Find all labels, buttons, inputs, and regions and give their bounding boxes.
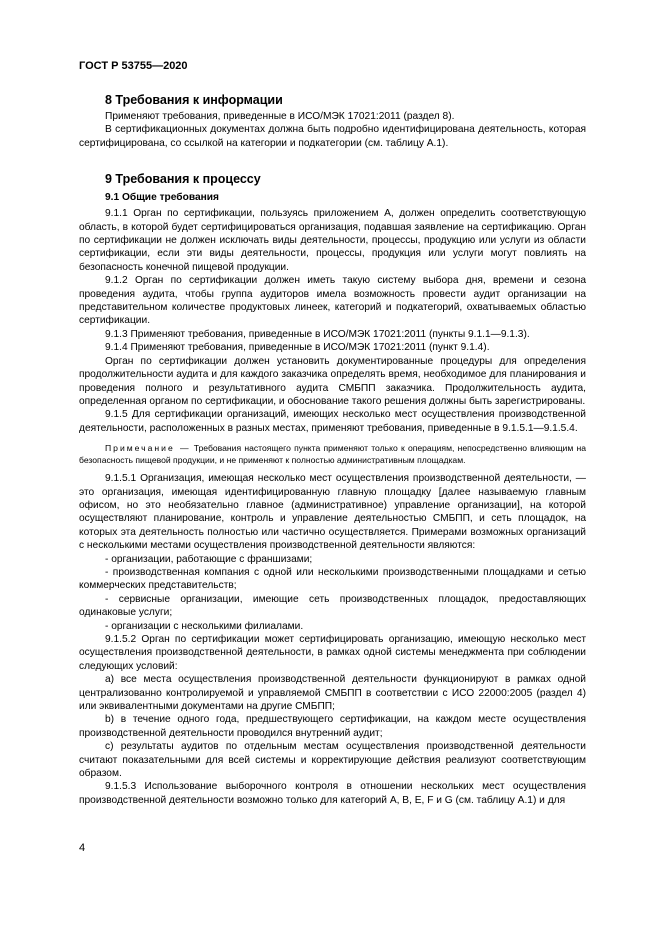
list-item: - организации, работающие с франшизами; xyxy=(105,553,313,565)
condition-c: c) результаты аудитов по отдельным местам осуществления производственной деятельности считают показательными для всей системы и корректирующие действия реализуют соответствующим образом. xyxy=(79,741,586,780)
subsection-9-1-title: 9.1 Общие требования xyxy=(105,192,219,204)
note xyxy=(79,442,586,466)
clause-9-1-5-2: 9.1.5.2 Орган по сертификации может сертифицировать организацию, имеющую несколько мест осуществления производственной деятельности, в рамках одной системы менеджмента при соблюдении следующих условий: xyxy=(79,634,586,672)
section-9-title: 9 Требования к процессу xyxy=(105,172,261,187)
clause-9-1-5: 9.1.5 Для сертификации организаций, имеющих несколько мест осуществления производственной деятельности, расположенных в разных местах, применяют требования, приведенные в 9.1.5.1—9.1.5.4. xyxy=(79,409,586,434)
list-item: - сервисные организации, имеющие сеть производственных площадок, предоставляющих одинаковые услуги; xyxy=(79,593,586,619)
condition-a: a) все места осуществления производственной деятельности функционируют в рамках одной централизованно контролируемой и управляемой СМБПП в соответствии с ИСО 22000:2005 (раздел 4) или эквивалентными документами на другие СМБПП; xyxy=(79,674,586,713)
document-code: ГОСТ Р 53755—2020 xyxy=(79,60,188,72)
clause-9-1-5-1: 9.1.5.1 Организация, имеющая несколько мест осуществления производственной деятельности, — это организация, имеющая идентифицированную главную площадку [далее называемую главным офисом, но это необязательно главное (административное) управление организации], на которой осуществляют планирование, контроль и управление деятельностью СМБПП, и сеть площадок, на которых эта деятельность полностью или частично осуществляется. Примерами возможных организаций с несколькими местами осуществления производственной деятельности являются: xyxy=(79,473,586,552)
section-8-paragraph-1: Применяют требования, приведенные в ИСО/МЭК 17021:2011 (раздел 8). xyxy=(105,111,455,122)
note-text: Требования настоящего пункта применяют только к операциям, непосредственно влияющим на безопасность пищевой продукции, и не применяют к полностью административным площадкам. xyxy=(79,443,586,466)
clause-9-1-2: 9.1.2 Орган по сертификации должен иметь такую систему выбора дня, времени и сезона проведения аудита, чтобы группа аудиторов имела возможность провести аудит организации на представительном количестве продуктовых линеек, категорий и подкатегорий, охватываемых областью сертификации. xyxy=(79,275,586,327)
clause-9-1-1: 9.1.1 Орган по сертификации, пользуясь приложением А, должен определить соответствующую область, в которой будет сертифицироваться организация, подавшая заявление на сертификацию. Орган по сертификации не должен исключать виды деятельности, процессы, продукцию или услуги из области сертификации, если эти виды деятельности, процессы, продукция или услуги могут повлиять на безопасность конечной пищевой продукции. xyxy=(79,208,586,273)
section-8-title: 8 Требования к информации xyxy=(105,93,283,107)
clause-9-1-4: 9.1.4 Применяют требования, приведенные в ИСО/МЭК 17021:2011 (пункт 9.1.4). xyxy=(105,342,490,354)
section-8-paragraph-2: В сертификационных документах должна быть подробно идентифицирована деятельность, которая сертифицирована, со ссылкой на категории и подкатегории (см. таблицу А.1). xyxy=(79,124,586,149)
page-number: 4 xyxy=(79,842,86,854)
condition-b: b) в течение одного года, предшествующего сертификации, на каждом месте осуществления производственной деятельности проводился внутренний аудит; xyxy=(79,714,586,739)
clause-9-1-3: 9.1.3 Применяют требования, приведенные в ИСО/МЭК 17021:2011 (пункты 9.1.1—9.1.3). xyxy=(105,328,530,340)
list-item: - производственная компания с одной или несколькими производственными площадками и сетью коммерческих представительств; xyxy=(79,566,586,592)
clause-9-1-5-3: 9.1.5.3 Использование выборочного контроля в отношении нескольких мест осуществления производственной деятельности возможно только для категорий A, B, E, F и G (см. таблицу А.1) и для xyxy=(79,781,586,806)
page-content xyxy=(79,82,586,807)
clause-9-1-4-continuation: Орган по сертификации должен установить документированные процедуры для определения продолжительности аудита и для каждого заказчика определять время, необходимое для планирования и проведения полного и результативного аудита СМБПП заказчика. Продолжительность аудита, определенная органом по сертификации, и обоснование такого решения должны быть зарегистрированы. xyxy=(79,355,586,407)
note-label: Примечание — xyxy=(105,443,191,454)
list-item: - организации с несколькими филиалами. xyxy=(105,620,304,632)
